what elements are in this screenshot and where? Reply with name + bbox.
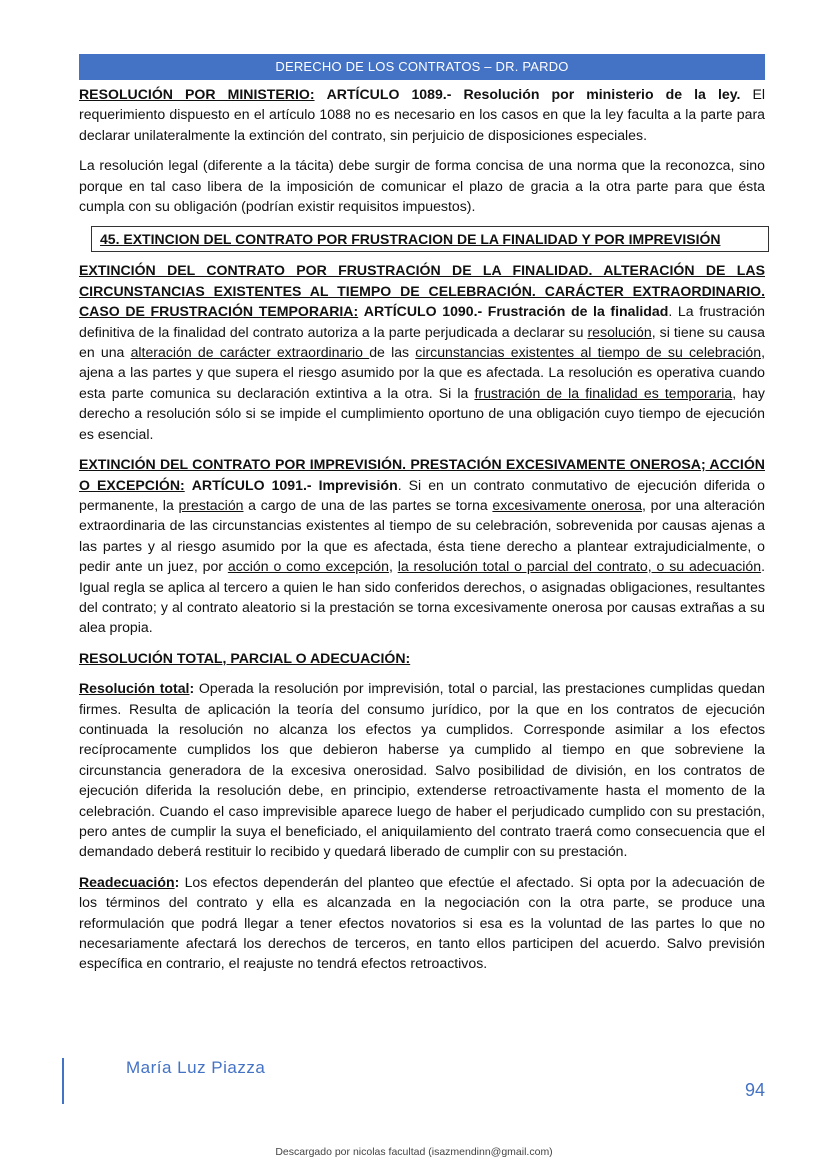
article-1091: ARTÍCULO 1091.- Imprevisión <box>191 476 398 493</box>
paragraph-text: El requerimiento dispuesto en el artículo 1088 no es necesario en los casos en que la ley faculta a la parte para declarar unilateralmente la extinción del contrato, sin perjuicio de disposiciones especiales. <box>79 86 766 143</box>
section-title: 45. EXTINCION DEL CONTRATO POR FRUSTRACION DE LA FINALIDAD Y POR IMPREVISIÓN <box>100 231 721 248</box>
text-segment: , por una alteración extraordinaria de las circunstancias existentes al tiempo de su celebración, sobrevenida por causas ajenas a las partes y al riesgo asumido por la que es afectada, ésta tiene derecho a plantear extrajudicialmente, o pedir ante un juez, por <box>79 496 765 575</box>
paragraph-text: Operada la resolución por imprevisión, total o parcial, las prestaciones cumplidas quedan firmes. Resulta de aplicación la teoría del consumo jurídico, por la que en los contratos de ejecución continuada la resolución no alcanza los efectos ya cumplidos. Corresponde asimilar a los efectos recíprocamente cumplidos los que debieron haberse ya cumplido al tiempo en que sobreviene la circunstancia generadora de la excesiva onerosidad. Salvo posibilidad de división, en los contratos de ejecución diferida la resolución debe, en principio, extenderse retroactivamente hasta el momento de la celebración. Cuando el caso imprevisible aparece luego de haber el perjudicado cumplido con su prestación, pero antes de cumplir la suya el beneficiado, el aniquilamiento del contrato traerá como consecuencia que el demandado deberá restituir lo recibido y quedará liberado de cumplir con su prestación. <box>79 680 765 860</box>
text-segment: de las <box>369 344 416 361</box>
label-colon: : <box>189 680 195 697</box>
header-title: DERECHO DE LOS CONTRATOS – DR. PARDO <box>275 59 569 74</box>
underlined-term: la resolución total o parcial del contrato, o su adecuación <box>397 558 762 575</box>
section-title-box <box>91 226 769 252</box>
paragraph-resolucion-legal <box>79 155 765 216</box>
header-bar <box>79 54 765 80</box>
heading-resolucion-ministerio: RESOLUCIÓN POR MINISTERIO: <box>79 86 315 102</box>
article-1090: ARTÍCULO 1090.- Frustración de la finalidad <box>363 303 669 320</box>
underlined-term: excesivamente onerosa <box>492 496 643 513</box>
underlined-term: circunstancias existentes al tiempo de su celebración <box>415 344 762 361</box>
label-resolucion-total: Resolución total <box>79 680 190 697</box>
paragraph-resolucion-ministerio <box>79 84 765 145</box>
paragraph-frustracion <box>79 260 765 444</box>
download-note: Descargado por nicolas facultad (isazmendinn@gmail.com) <box>275 1146 553 1158</box>
paragraph-text: La resolución legal (diferente a la tácita) debe surgir de forma concisa de una norma que la reconozca, sino porque en tal caso libera de la imposición de comunicar el plazo de gracia a la otra parte para que ésta cumpla con su obligación (podrían existir requisitos impuestos). <box>79 157 765 215</box>
paragraph-readecuacion <box>79 872 765 974</box>
author-name: María Luz Piazza <box>126 1058 266 1077</box>
underlined-term: alteración de carácter extraordinario <box>130 344 370 361</box>
paragraph-imprevision <box>79 454 765 638</box>
subheading-resolucion-total <box>79 648 765 668</box>
footer-accent-line <box>62 1058 64 1104</box>
heading-frustracion: EXTINCIÓN DEL CONTRATO POR FRUSTRACIÓN DE LA FINALIDAD. ALTERACIÓN DE LAS CIRCUNSTANCIAS EXISTENTES AL TIEMPO DE CELEBRACIÓN. CARÁCTER EXTRAORDINARIO. CASO DE FRUSTRACIÓN TEMPORARIA: <box>79 262 765 320</box>
text-segment: . La frustración definitiva de la finalidad del contrato autoriza a la parte perjudicada a declarar su <box>79 303 765 340</box>
page-number: 94 <box>744 1080 765 1100</box>
text-segment: , si tiene su causa en una <box>79 323 765 361</box>
underlined-term: frustración de la finalidad es temporaria <box>474 384 733 401</box>
paragraph-text: Los efectos dependerán del planteo que efectúe el afectado. Si opta por la adecuación de los términos del contrato y ella es alcanzada en la negociación con la otra parte, se produce una reformulación que podrá llegar a tener efectos novatorios si esa es la voluntad de las partes lo que no necesariamente afectará los derechos de terceros, en tanto ellos participen del acuerdo. Salvo previsión específica en contrario, el reajuste no tendrá efectos retroactivos. <box>79 873 765 972</box>
label-readecuacion: Readecuación <box>79 873 175 890</box>
subheading-text: RESOLUCIÓN TOTAL, PARCIAL O ADECUACIÓN: <box>79 649 411 666</box>
label-colon: : <box>174 873 180 890</box>
text-segment: , hay derecho a resolución sólo si se impide el cumplimiento oportuno de una obligación cuyo tiempo de ejecución es esencial. <box>79 384 765 442</box>
text-segment: a cargo de una de las partes se torna <box>243 496 493 513</box>
text-segment: . Si en un contrato conmutativo de ejecución diferida o permanente, la <box>79 476 765 513</box>
article-1089: ARTÍCULO 1089.- Resolución por ministerio de la ley. <box>326 86 741 102</box>
document-body <box>79 84 765 984</box>
text-segment: , <box>388 558 398 575</box>
text-segment: , ajena a las partes y que supera el riesgo asumido por la que es afectada. La resolución es operativa cuando esta parte comunica su declaración extintiva a la otra. Si la <box>79 344 765 401</box>
underlined-term: prestación <box>178 496 244 513</box>
underlined-term: resolución <box>587 323 652 340</box>
text-segment: . Igual regla se aplica al tercero a quien le han sido conferidos derechos, o asignadas obligaciones, resultantes del contrato; y al contrato aleatorio si la prestación se torna excesivamente onerosa por causas extrañas a su alea propia. <box>79 558 765 636</box>
paragraph-resolucion-total <box>79 678 765 862</box>
heading-imprevision: EXTINCIÓN DEL CONTRATO POR IMPREVISIÓN. PRESTACIÓN EXCESIVAMENTE ONEROSA; ACCIÓN O EXCEPCIÓN: <box>79 456 765 493</box>
underlined-term: acción o como excepción <box>227 558 389 575</box>
